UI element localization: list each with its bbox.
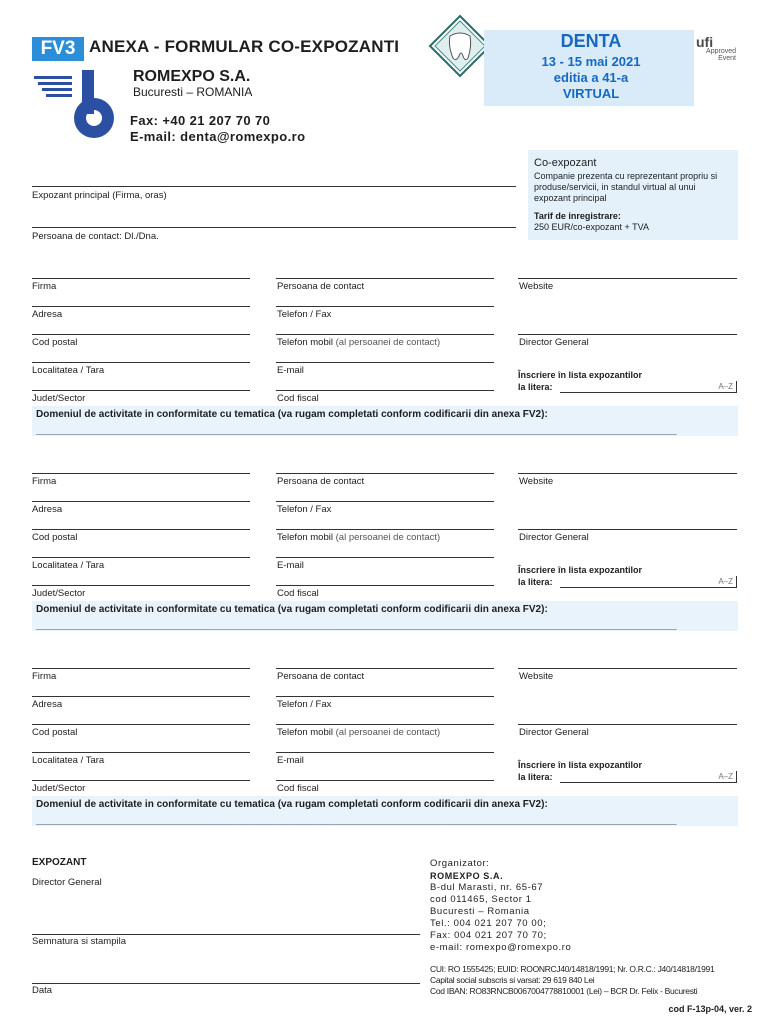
mobil-input[interactable] (276, 529, 494, 530)
form-code: cod F-13p-04, ver. 2 (668, 1004, 752, 1014)
form-badge: FV3 (32, 37, 84, 61)
telefon-label: Telefon / Fax (277, 699, 332, 710)
director-input[interactable] (518, 724, 737, 725)
ufi-approved: Approved (706, 48, 736, 55)
director-signature-label: Director General (32, 877, 102, 888)
email-label: E-mail (277, 365, 304, 376)
signature-line[interactable] (32, 934, 420, 935)
fax-number: Fax: +40 21 207 70 70 (130, 113, 271, 128)
website-input[interactable] (518, 668, 737, 669)
romexpo-logo (34, 70, 126, 140)
judet-label: Judet/Sector (32, 783, 86, 794)
firma-label: Firma (32, 671, 57, 682)
adresa-label: Adresa (32, 699, 63, 710)
tarif-value: 250 EUR/co-expozant + TVA (534, 222, 649, 232)
organizer-phone: Tel.: 004 021 207 70 00; (430, 918, 547, 929)
litera-line (560, 782, 704, 783)
litera-line (560, 392, 704, 393)
localitate-label: Localitatea / Tara (32, 755, 105, 766)
email-label: E-mail (277, 560, 304, 571)
organizer-email: e-mail: romexpo@romexpo.ro (430, 942, 572, 953)
event-edition: editia a 41-a (553, 70, 629, 85)
director-label: Director General (519, 532, 589, 543)
persoana-input[interactable] (276, 278, 494, 279)
persoana-label: Persoana de contact (277, 281, 365, 292)
judet-input[interactable] (32, 585, 250, 586)
judet-input[interactable] (32, 780, 250, 781)
organizer-address-2: cod 011465, Sector 1 (430, 894, 532, 905)
contact-email: E-mail: denta@romexpo.ro (130, 129, 306, 144)
mobil-label: Telefon mobil (al persoanei de contact) (277, 337, 441, 348)
adresa-input[interactable] (32, 501, 250, 502)
cod-postal-label: Cod postal (32, 532, 78, 543)
cod-postal-input[interactable] (32, 334, 250, 335)
litera-input[interactable]: A–Z (703, 381, 737, 393)
legal-line-1: CUI: RO 1555425; EUID: ROONRCJ40/14818/1991; Nr. O.R.C.: J40/14818/1991 (430, 964, 715, 974)
inscriere-label: Înscriere în lista expozantilor (518, 370, 643, 380)
date-label: Data (32, 985, 53, 996)
telefon-input[interactable] (276, 501, 494, 502)
localitate-input[interactable] (32, 557, 250, 558)
page-title: ANEXA - FORMULAR CO-EXPOZANTI (89, 37, 400, 56)
website-label: Website (519, 476, 554, 487)
localitate-label: Localitatea / Tara (32, 560, 105, 571)
exhibitor-input-line[interactable] (32, 186, 516, 187)
mobil-input[interactable] (276, 334, 494, 335)
cod-fiscal-input[interactable] (276, 390, 494, 391)
cod-fiscal-input[interactable] (276, 585, 494, 586)
director-label: Director General (519, 727, 589, 738)
firma-input[interactable] (32, 668, 250, 669)
firma-input[interactable] (32, 278, 250, 279)
domain-input[interactable]: ________________________________________________________________________________________________________________________________ (36, 815, 677, 825)
domain-label: Domeniul de activitate in conformitate cu tematica (va rugam completati conform codificarii din anexa FV2): (36, 799, 548, 810)
organizer-label: Organizator: (430, 858, 490, 869)
email-label: E-mail (277, 755, 304, 766)
director-input[interactable] (518, 334, 737, 335)
contact-label: Persoana de contact: Dl./Dna. (32, 231, 159, 242)
judet-label: Judet/Sector (32, 588, 86, 599)
mobil-label: Telefon mobil (al persoanei de contact) (277, 727, 441, 738)
email-input[interactable] (276, 362, 494, 363)
localitate-label: Localitatea / Tara (32, 365, 105, 376)
organizer-name: ROMEXPO S.A. (133, 68, 251, 85)
organizer-address-3: Bucuresti – Romania (430, 906, 530, 917)
cod-fiscal-label: Cod fiscal (277, 393, 319, 404)
domain-label: Domeniul de activitate in conformitate cu tematica (va rugam completati conform codificarii din anexa FV2): (36, 409, 548, 420)
mobil-label: Telefon mobil (al persoanei de contact) (277, 532, 441, 543)
firma-input[interactable] (32, 473, 250, 474)
exhibitor-heading: EXPOZANT (32, 857, 87, 868)
coexhibitor-title: Co-expozant (534, 157, 597, 169)
judet-label: Judet/Sector (32, 393, 86, 404)
inscriere-label: Înscriere în lista expozantilor (518, 760, 643, 770)
litera-input[interactable]: A–Z (703, 576, 737, 588)
adresa-input[interactable] (32, 306, 250, 307)
firma-label: Firma (32, 476, 57, 487)
domain-label: Domeniul de activitate in conformitate cu tematica (va rugam completati conform codificarii din anexa FV2): (36, 604, 548, 615)
event-mode: VIRTUAL (562, 86, 620, 101)
legal-line-3: Cod IBAN: RO83RNCB0067004778810001 (Lei) – BCR Dr. Felix - Bucuresti (430, 986, 698, 996)
telefon-label: Telefon / Fax (277, 504, 332, 515)
date-line[interactable] (32, 983, 420, 984)
coexhibitor-description: Companie prezenta cu reprezentant propriu si produse/servicii, in standul virtual al unui expozant principal (534, 171, 718, 203)
tarif-label: Tarif de inregistrare: (534, 211, 621, 221)
director-input[interactable] (518, 529, 737, 530)
localitate-input[interactable] (32, 752, 250, 753)
website-label: Website (519, 281, 554, 292)
exhibitor-label: Expozant principal (Firma, oras) (32, 190, 167, 201)
persoana-input[interactable] (276, 473, 494, 474)
litera-input[interactable]: A–Z (703, 771, 737, 783)
website-input[interactable] (518, 278, 737, 279)
director-label: Director General (519, 337, 589, 348)
telefon-label: Telefon / Fax (277, 309, 332, 320)
litera-line (560, 587, 704, 588)
firma-label: Firma (32, 281, 57, 292)
cod-fiscal-input[interactable] (276, 780, 494, 781)
ufi-logo: ufi (696, 34, 714, 50)
telefon-input[interactable] (276, 696, 494, 697)
website-input[interactable] (518, 473, 737, 474)
event-dates: 13 - 15 mai 2021 (541, 54, 641, 69)
domain-input[interactable]: ________________________________________________________________________________________________________________________________ (36, 425, 677, 435)
persoana-label: Persoana de contact (277, 476, 365, 487)
contact-input-line[interactable] (32, 227, 516, 228)
inscriere-litera-label: la litera: (518, 577, 553, 587)
persoana-input[interactable] (276, 668, 494, 669)
email-input[interactable] (276, 557, 494, 558)
cod-fiscal-label: Cod fiscal (277, 588, 319, 599)
telefon-input[interactable] (276, 306, 494, 307)
adresa-input[interactable] (32, 696, 250, 697)
cod-fiscal-label: Cod fiscal (277, 783, 319, 794)
organizer-address-1: B-dul Marasti, nr. 65-67 (430, 882, 544, 893)
cod-postal-label: Cod postal (32, 727, 78, 738)
inscriere-label: Înscriere în lista expozantilor (518, 565, 643, 575)
cod-postal-label: Cod postal (32, 337, 78, 348)
legal-line-2: Capital social subscris si varsat: 29 619 840 Lei (430, 975, 595, 985)
signature-label: Semnatura si stampila (32, 936, 126, 947)
adresa-label: Adresa (32, 309, 63, 320)
judet-input[interactable] (32, 390, 250, 391)
cod-postal-input[interactable] (32, 724, 250, 725)
adresa-label: Adresa (32, 504, 63, 515)
website-label: Website (519, 671, 554, 682)
cod-postal-input[interactable] (32, 529, 250, 530)
organizer-city: Bucuresti – ROMANIA (133, 85, 253, 99)
email-input[interactable] (276, 752, 494, 753)
tooth-logo (428, 14, 492, 78)
inscriere-litera-label: la litera: (518, 382, 553, 392)
event-name: DENTA (560, 31, 622, 51)
persoana-label: Persoana de contact (277, 671, 365, 682)
localitate-input[interactable] (32, 362, 250, 363)
inscriere-litera-label: la litera: (518, 772, 553, 782)
ufi-event: Event (718, 55, 736, 62)
mobil-input[interactable] (276, 724, 494, 725)
organizer-fax: Fax: 004 021 207 70 70; (430, 930, 547, 941)
organizer-company: ROMEXPO S.A. (430, 871, 504, 881)
domain-input[interactable]: ________________________________________________________________________________________________________________________________ (36, 620, 677, 630)
